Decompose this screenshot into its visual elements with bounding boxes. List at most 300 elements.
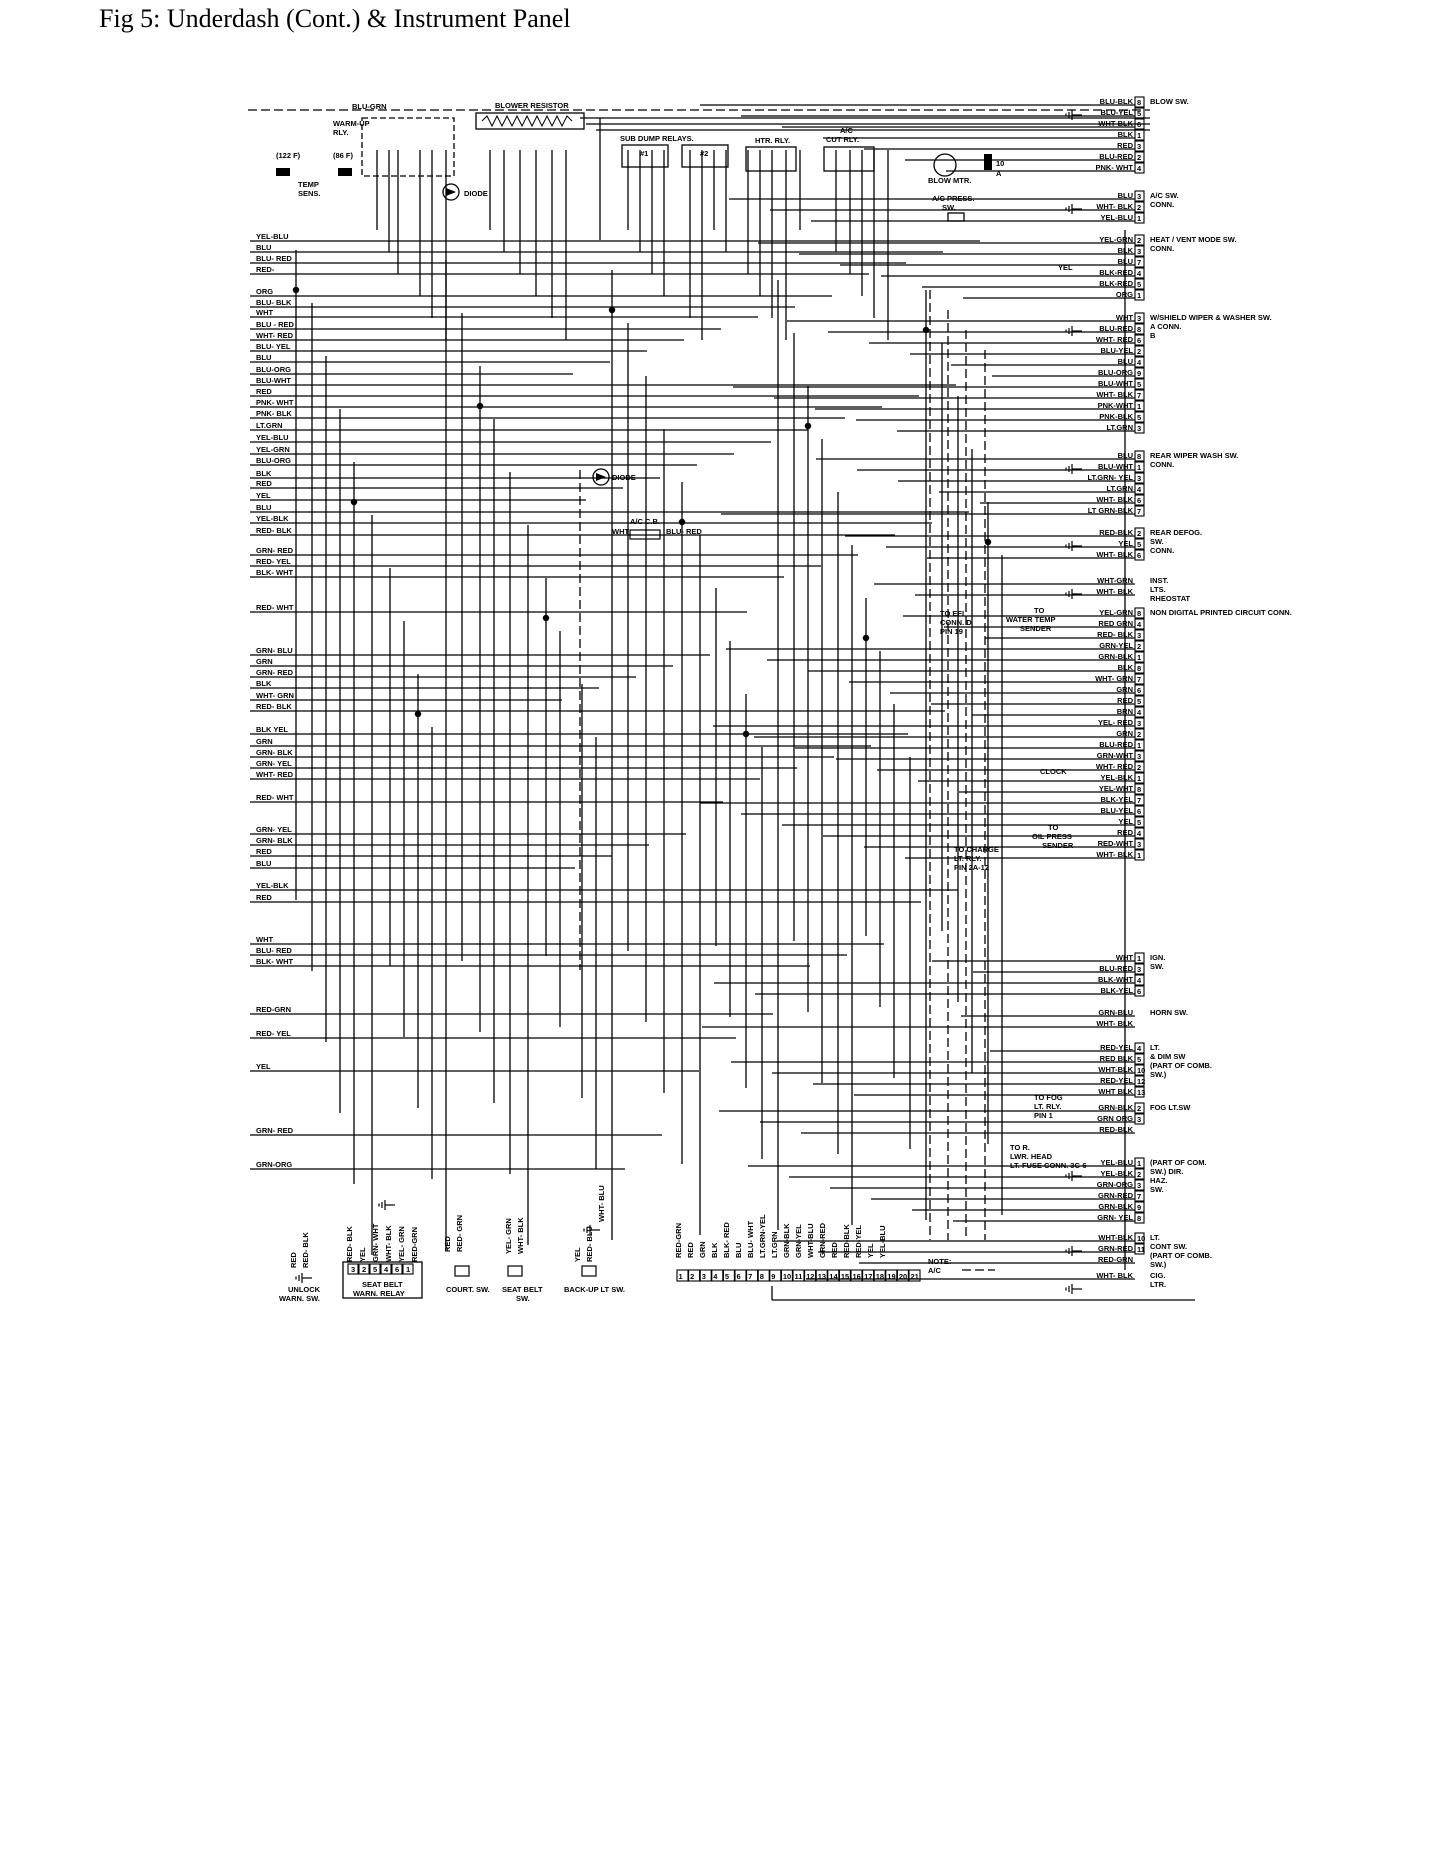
wire-label-left: WHT- RED bbox=[256, 770, 294, 779]
pin-label: 1 bbox=[678, 1272, 683, 1281]
pin-label: 9 bbox=[771, 1272, 776, 1281]
wire-label-left: GRN- BLK bbox=[256, 836, 293, 845]
relay-2-label: #2 bbox=[700, 149, 709, 158]
wire-label-bottom: RED- BLK bbox=[301, 1232, 310, 1268]
unlock-warn-sw-label: WARN. SW. bbox=[279, 1294, 320, 1303]
pin-label: 7 bbox=[1137, 675, 1142, 684]
splice-dot bbox=[543, 615, 548, 620]
wire-label-left: YEL bbox=[256, 1062, 271, 1071]
pin-label: 3 bbox=[1137, 247, 1142, 256]
pin-label: 6 bbox=[395, 1265, 400, 1274]
wire-label-right: WHT- RED bbox=[1095, 335, 1133, 344]
blower-resistor-label: BLOWER RESISTOR bbox=[495, 101, 569, 110]
connector-group bbox=[1098, 953, 1165, 996]
wire-label-right: RED-WHT bbox=[1097, 839, 1133, 848]
wire-label-left: BLU-WHT bbox=[256, 376, 291, 385]
wire-label-right: LT.GRN- YEL bbox=[1087, 473, 1133, 482]
connector-label: LTR. bbox=[1150, 1280, 1167, 1289]
wire-label-right: BLU bbox=[1117, 257, 1133, 266]
wire-label-right: WHT- BLK bbox=[1096, 202, 1133, 211]
pin-label: 19 bbox=[887, 1272, 896, 1281]
wire-label-bottom: WHT-BLU bbox=[806, 1223, 815, 1258]
connector-label: RHEOSTAT bbox=[1150, 594, 1191, 603]
wire-label-right: WHT- BLK bbox=[1096, 1019, 1133, 1028]
note-to-fog: PIN 1 bbox=[1034, 1111, 1053, 1120]
pin-label: 5 bbox=[1137, 280, 1142, 289]
wire-label-bottom: BLU bbox=[734, 1242, 743, 1258]
connector-label: CONN. bbox=[1150, 200, 1175, 209]
pin-label: 2 bbox=[1137, 642, 1142, 651]
wire-label-bottom: GRN-YEL bbox=[794, 1224, 803, 1258]
seat-belt-relay-label: WARN. RELAY bbox=[353, 1289, 405, 1298]
wire-label-right: YEL-GRN bbox=[1099, 235, 1133, 244]
wire-label-right: WHT- BLK bbox=[1096, 850, 1133, 859]
wire-label-right: YEL-WHT bbox=[1098, 784, 1133, 793]
wire-label-right: RED bbox=[1117, 141, 1133, 150]
warm-up-relay-label: RLY. bbox=[333, 128, 349, 137]
connector-group bbox=[1095, 608, 1292, 860]
diode-icon bbox=[596, 473, 606, 481]
wire-label-bottom: YEL bbox=[866, 1243, 875, 1258]
wire-label-bottom: RED-YEL bbox=[854, 1225, 863, 1258]
pin-label: 3 bbox=[1137, 192, 1142, 201]
pin-label: 2 bbox=[1137, 236, 1142, 245]
connector-label: REAR WIPER WASH SW. bbox=[1150, 451, 1239, 460]
pin-label: 5 bbox=[1137, 818, 1142, 827]
wire-label-left: RED bbox=[256, 479, 272, 488]
warm-up-relay-label: WARM-UP bbox=[333, 119, 370, 128]
wire-label-right: YEL bbox=[1118, 817, 1133, 826]
temp-sens-label: SENS. bbox=[298, 189, 321, 198]
wire-label-right: RED-BLK bbox=[1099, 528, 1133, 537]
wire-label-right: GRN-BLU bbox=[1098, 1008, 1133, 1017]
wire-label-bottom: LT.GRN bbox=[770, 1231, 779, 1258]
pin-label: 4 bbox=[1137, 1044, 1142, 1053]
note-to-oil: SENDER bbox=[1042, 841, 1074, 850]
pin-label: 8 bbox=[1137, 785, 1142, 794]
wire-label-left: RED- WHT bbox=[256, 793, 294, 802]
ground-icon bbox=[1066, 1246, 1082, 1256]
connector-label: REAR DEFOG. bbox=[1150, 528, 1203, 537]
wire-label-right: YEL bbox=[1118, 539, 1133, 548]
connector-label: CONN. bbox=[1150, 244, 1175, 253]
connector-label: HORN SW. bbox=[1150, 1008, 1188, 1017]
note-ac-cb: A/C C.B. bbox=[630, 517, 660, 526]
backup-lt-sw-label: BACK-UP LT SW. bbox=[564, 1285, 625, 1294]
wire-label-left: BLK bbox=[256, 469, 272, 478]
wire-label-left: BLU- RED bbox=[256, 946, 292, 955]
wire-label-right: BLK-WHT bbox=[1098, 975, 1133, 984]
pin-label: 7 bbox=[1137, 1192, 1142, 1201]
page-title: Fig 5: Underdash (Cont.) & Instrument Panel bbox=[99, 4, 571, 33]
pin-label: 2 bbox=[690, 1272, 695, 1281]
note-to-fog: LT. RLY. bbox=[1034, 1102, 1062, 1111]
wire-label-left: BLU bbox=[256, 243, 272, 252]
note-clock: CLOCK bbox=[1040, 767, 1067, 776]
pin-label: 8 bbox=[1137, 1214, 1142, 1223]
wire-label-right: WHT- GRN bbox=[1095, 674, 1133, 683]
wire-label-left: WHT- RED bbox=[256, 331, 294, 340]
wire-label-left: GRN- RED bbox=[256, 668, 294, 677]
ac-cut-rly-box bbox=[824, 147, 874, 171]
court-sw-label: COURT. SW. bbox=[446, 1285, 490, 1294]
pin-label: 2 bbox=[1137, 153, 1142, 162]
wire-label-right: YEL-BLU bbox=[1100, 1158, 1133, 1167]
ground-icon bbox=[296, 1273, 312, 1283]
pin-label: 4 bbox=[1137, 358, 1142, 367]
wire-label-right: GRN- YEL bbox=[1097, 1213, 1133, 1222]
note-to-charge: LT. RLY. bbox=[954, 854, 982, 863]
wire-label-right: GRN-WHT bbox=[1096, 751, 1133, 760]
note-ac: NOTE: bbox=[928, 1257, 952, 1266]
wire-label-right: WHT- BLK bbox=[1096, 550, 1133, 559]
pin-label: 16 bbox=[852, 1272, 861, 1281]
ac-press-sw-label: SW. bbox=[942, 203, 956, 212]
wire-label-right: GRN bbox=[1116, 685, 1133, 694]
wire-label-right: RED GRN bbox=[1098, 619, 1133, 628]
wire-label-right: WHT BLK bbox=[1098, 1087, 1133, 1096]
splice-dot bbox=[743, 731, 748, 736]
wire-label-left: GRN- YEL bbox=[256, 759, 292, 768]
pin-label: 1 bbox=[1137, 214, 1142, 223]
wire-label-right: BLU-RED bbox=[1099, 964, 1133, 973]
wire-label-right: WHT bbox=[1115, 313, 1133, 322]
pin-label: 6 bbox=[1137, 120, 1142, 129]
wire-label-right: RED bbox=[1117, 696, 1133, 705]
wire-label-right: BLK bbox=[1117, 130, 1133, 139]
pin-label: 2 bbox=[1137, 730, 1142, 739]
connector-group bbox=[1098, 1043, 1212, 1097]
temp-86-label: (86 F) bbox=[333, 151, 354, 160]
pin-label: 1 bbox=[1137, 463, 1142, 472]
wire-label-left: WHT bbox=[256, 935, 274, 944]
relay-1-label: #1 bbox=[640, 149, 649, 158]
note-ac-cb-wire: BLU- RED bbox=[666, 527, 702, 536]
wire-label-left: WHT bbox=[256, 308, 274, 317]
wire-label-bottom: YEL-BLU bbox=[878, 1225, 887, 1258]
wire-label-right: WHT-BLK bbox=[1098, 1065, 1133, 1074]
wire-label-right: BLU-WHT bbox=[1098, 462, 1133, 471]
wire-label-right: WHT bbox=[1115, 953, 1133, 962]
pin-label: 14 bbox=[829, 1272, 838, 1281]
pin-label: 6 bbox=[736, 1272, 741, 1281]
pin-label: 3 bbox=[1137, 1115, 1142, 1124]
connector-label: CONT SW. bbox=[1150, 1242, 1188, 1251]
connector-label: CONN. bbox=[1150, 546, 1175, 555]
htr-rly-label: HTR. RLY. bbox=[755, 136, 791, 145]
pin-label: 8 bbox=[1137, 452, 1142, 461]
splice-dot bbox=[679, 519, 684, 524]
wire-label-left: LT.GRN bbox=[256, 421, 283, 430]
wire-label-left: GRN- BLU bbox=[256, 646, 293, 655]
pin-label: 3 bbox=[1137, 314, 1142, 323]
wire-label-right: BLU-YEL bbox=[1100, 108, 1133, 117]
pin-label: 5 bbox=[1137, 540, 1142, 549]
wire-label-left: RED- BLK bbox=[256, 702, 292, 711]
pin-label: 13 bbox=[1137, 1088, 1146, 1097]
pin-label: 12 bbox=[806, 1272, 815, 1281]
splice-dot bbox=[985, 539, 990, 544]
pin-label: 1 bbox=[1137, 1159, 1142, 1168]
sub-dump-relays-label: SUB DUMP RELAYS. bbox=[620, 134, 694, 143]
wire-label-bottom: YEL- GRN bbox=[397, 1226, 406, 1262]
wire-label-right: GRN ORG bbox=[1097, 1114, 1133, 1123]
ground-icon bbox=[1066, 464, 1082, 474]
wire-label-left: RED- BLK bbox=[256, 526, 292, 535]
ac-cut-rly-label: CUT RLY. bbox=[826, 135, 860, 144]
pin-label: 2 bbox=[1137, 203, 1142, 212]
wire-label-left: BLK- WHT bbox=[256, 568, 294, 577]
note-to-fog: TO FOG bbox=[1034, 1093, 1063, 1102]
pin-label: 3 bbox=[1137, 752, 1142, 761]
wire-label-bottom: RED bbox=[686, 1242, 695, 1258]
note-to-r-lwr: LT. FUSE CONN. 3C-6 bbox=[1010, 1161, 1087, 1170]
wire-label-left: GRN- YEL bbox=[256, 825, 292, 834]
pin-label: 2 bbox=[1137, 763, 1142, 772]
pin-label: 7 bbox=[1137, 796, 1142, 805]
wire-label-right: WHT-BLK bbox=[1098, 119, 1133, 128]
wire-label-right: BLU-RED bbox=[1099, 152, 1133, 161]
pin-label: 13 bbox=[817, 1272, 827, 1281]
resistor-zigzag bbox=[482, 116, 572, 126]
annotations bbox=[593, 263, 1087, 1275]
wire-label-right: BLK-RED bbox=[1099, 268, 1133, 277]
pin-label: 2 bbox=[362, 1265, 367, 1274]
wire-label-right: GRN bbox=[1116, 729, 1133, 738]
wire-label-right: BRN bbox=[1116, 707, 1133, 716]
wire-label-right: RED- BLK bbox=[1097, 630, 1133, 639]
connector-group bbox=[1066, 191, 1179, 223]
pin-label: 10 bbox=[1137, 1234, 1146, 1243]
wire-label-bottom: WHT- BLU bbox=[597, 1185, 606, 1222]
connector-group bbox=[1066, 451, 1238, 516]
wire-label-right: GRN-BLK bbox=[1098, 1103, 1133, 1112]
wire-label-left: BLK- WHT bbox=[256, 957, 294, 966]
pin-label: 7 bbox=[1137, 391, 1142, 400]
wire-label-left: BLU bbox=[256, 353, 272, 362]
ground-icon bbox=[1066, 1171, 1082, 1181]
connector-label: (PART OF COMB. bbox=[1150, 1061, 1212, 1070]
splice-dot bbox=[863, 635, 868, 640]
wire-label-bottom: GRN- WHT bbox=[371, 1223, 380, 1262]
connector-group bbox=[1066, 1271, 1166, 1294]
connector-label: SW. bbox=[1150, 1185, 1164, 1194]
pin-label: 3 bbox=[1137, 142, 1142, 151]
wire-label-mid: YEL bbox=[1058, 263, 1073, 272]
wire-label-right: ORG bbox=[1115, 290, 1133, 299]
connector-label: LT. bbox=[1150, 1043, 1160, 1052]
connector-group bbox=[1066, 528, 1202, 560]
connector-label: BLOW SW. bbox=[1150, 97, 1189, 106]
note-to-efi: PIN 19 bbox=[940, 627, 963, 636]
connector-label: HAZ. bbox=[1150, 1176, 1168, 1185]
temp-sens-label: TEMP bbox=[298, 180, 319, 189]
pin-label: 3 bbox=[1137, 1181, 1142, 1190]
wire-label-right: LT.GRN bbox=[1106, 423, 1133, 432]
wire-label-left: GRN- BLK bbox=[256, 748, 293, 757]
wire-label-left: BLU- BLK bbox=[256, 298, 292, 307]
pin-label: 4 bbox=[384, 1265, 389, 1274]
wire-label-bottom: RED bbox=[830, 1242, 839, 1258]
temp-sensor-icon bbox=[276, 168, 290, 176]
wire-label-left: BLK YEL bbox=[256, 725, 288, 734]
wire-label-bottom: GRN-BLK bbox=[782, 1223, 791, 1258]
wire-label-right: BLU bbox=[1117, 191, 1133, 200]
connector-label: B bbox=[1150, 331, 1156, 340]
pin-label: 6 bbox=[1137, 807, 1142, 816]
pin-label: 3 bbox=[1137, 631, 1142, 640]
pin-label: 1 bbox=[406, 1265, 411, 1274]
pin-label: 4 bbox=[713, 1272, 718, 1281]
pin-label: 4 bbox=[1137, 620, 1142, 629]
connector-label: LT. bbox=[1150, 1233, 1160, 1242]
note-ac-cb-wire: WHT bbox=[612, 527, 630, 536]
wire-label-right: RED-YEL bbox=[1100, 1043, 1133, 1052]
pin-label: 1 bbox=[1137, 851, 1142, 860]
wire-label-right: GRN-RED bbox=[1098, 1244, 1133, 1253]
connector-label: CIG. bbox=[1150, 1271, 1166, 1280]
wire-label-left: WHT- GRN bbox=[256, 691, 294, 700]
right-connectors bbox=[1066, 97, 1292, 1294]
wire-label-right: GRN-RED bbox=[1098, 1191, 1133, 1200]
splice-dot bbox=[805, 423, 810, 428]
note-to-charge: TO CHARGE bbox=[954, 845, 999, 854]
wire-label-left: BLU- RED bbox=[256, 254, 292, 263]
wire-label-right: WHT- BLK bbox=[1096, 390, 1133, 399]
pin-label: 7 bbox=[1137, 258, 1142, 267]
pin-label: 6 bbox=[1137, 336, 1142, 345]
wire-label-right: WHT-GRN bbox=[1097, 576, 1133, 585]
pin-label: 10 bbox=[1137, 1066, 1146, 1075]
wire-label-right: BLU bbox=[1117, 357, 1133, 366]
wire-label-right: BLK-RED bbox=[1099, 279, 1133, 288]
fuse-label: 10 bbox=[996, 159, 1005, 168]
wire-label-left: GRN bbox=[256, 737, 273, 746]
wire-label-left: GRN bbox=[256, 657, 273, 666]
pin-label: 5 bbox=[373, 1265, 378, 1274]
wire-label-bottom: GRN bbox=[698, 1241, 707, 1258]
splice-dot bbox=[609, 307, 614, 312]
ground-icon bbox=[1066, 541, 1082, 551]
wire-label-top: BLU-GRN bbox=[352, 102, 387, 111]
wire-label-right: BLU-ORG bbox=[1098, 368, 1133, 377]
connector-label: INST. bbox=[1150, 576, 1169, 585]
pin-label: 1 bbox=[1137, 653, 1142, 662]
wire-label-bottom: RED- BLK bbox=[345, 1226, 354, 1262]
wire-label-bottom: RED-BLK bbox=[842, 1224, 851, 1258]
wire-label-bottom: RED bbox=[443, 1236, 452, 1252]
wire-label-right: WHT- BLK bbox=[1096, 1271, 1133, 1280]
seat-belt-sw-icon bbox=[508, 1266, 522, 1276]
pin-label: 8 bbox=[1137, 664, 1142, 673]
connector-label: NON DIGITAL PRINTED CIRCUIT CONN. bbox=[1150, 608, 1292, 617]
ground-icon bbox=[1066, 204, 1082, 214]
wire-label-bottom: RED-GRN bbox=[410, 1227, 419, 1262]
pin-label: 20 bbox=[898, 1272, 908, 1281]
wire-label-left: PNK- WHT bbox=[256, 398, 294, 407]
pin-label: 1 bbox=[1137, 402, 1142, 411]
wire-label-left: YEL-BLK bbox=[256, 881, 289, 890]
wire-label-left: GRN-ORG bbox=[256, 1160, 293, 1169]
wire-label-right: RED-YEL bbox=[1100, 1076, 1133, 1085]
connector-group bbox=[1096, 1008, 1188, 1028]
wire-label-right: WHT- BLK bbox=[1096, 495, 1133, 504]
pin-label: 12 bbox=[1137, 1077, 1146, 1086]
pin-label: 2 bbox=[1137, 529, 1142, 538]
diode-icon bbox=[446, 188, 456, 196]
pin-label: 5 bbox=[1137, 1055, 1142, 1064]
fuse-label: A bbox=[996, 169, 1002, 178]
wire-label-right: YEL-BLK bbox=[1100, 1169, 1133, 1178]
wire-label-right: BLU bbox=[1117, 451, 1133, 460]
blow-mtr-label: BLOW MTR. bbox=[928, 176, 972, 185]
temp-sensor-icon bbox=[338, 168, 352, 176]
wire-label-left: RED- YEL bbox=[256, 1029, 291, 1038]
connector-group bbox=[1066, 576, 1191, 603]
wire-label-bottom: BLK- RED bbox=[722, 1222, 731, 1258]
temp-122-label: (122 F) bbox=[276, 151, 301, 160]
splice-dot bbox=[293, 287, 298, 292]
ac-press-switch-icon bbox=[948, 213, 964, 221]
connector-label: W/SHIELD WIPER & WASHER SW. bbox=[1150, 313, 1272, 322]
wire-label-left: YEL-BLU bbox=[256, 232, 289, 241]
diode-label: DIODE bbox=[464, 189, 488, 198]
connector-label: CONN. bbox=[1150, 460, 1175, 469]
seat-belt-sw-label: SW. bbox=[516, 1294, 530, 1303]
pin-label: 2 bbox=[1137, 347, 1142, 356]
note-to-charge: PIN 2A-12 bbox=[954, 863, 990, 872]
pin-label: 4 bbox=[1137, 976, 1142, 985]
note-to-water: TO bbox=[1034, 606, 1045, 615]
splice-dot bbox=[477, 403, 482, 408]
connector-group bbox=[1066, 313, 1272, 433]
note-to-oil: OIL PRESS bbox=[1032, 832, 1072, 841]
wire-label-right: BLU-YEL bbox=[1100, 346, 1133, 355]
wire-label-bottom: RED- GRN bbox=[455, 1214, 464, 1252]
pin-label: 5 bbox=[724, 1272, 730, 1281]
wire-label-left: BLK bbox=[256, 679, 272, 688]
wire-label-left: YEL bbox=[256, 491, 271, 500]
wire-label-right: RED-BLK bbox=[1099, 1125, 1133, 1134]
note-to-efi: TO EFI bbox=[940, 609, 965, 618]
note-to-efi: CONN. D bbox=[940, 618, 972, 627]
pin-label: 5 bbox=[1137, 697, 1142, 706]
wire-label-left: ORG bbox=[256, 287, 274, 296]
wire-label-right: LT GRN-BLK bbox=[1087, 506, 1133, 515]
wire-label-right: BLU-WHT bbox=[1098, 379, 1133, 388]
pin-label: 11 bbox=[794, 1272, 803, 1281]
wire-label-left: YEL-GRN bbox=[256, 445, 290, 454]
wire-label-right: BLK bbox=[1117, 246, 1133, 255]
splice-dot bbox=[415, 711, 420, 716]
pin-label: 3 bbox=[1137, 474, 1142, 483]
pin-label: 1 bbox=[1137, 291, 1142, 300]
wire-label-right: WHT- RED bbox=[1095, 762, 1133, 771]
wire-label-bottom: RED- BLU bbox=[585, 1226, 594, 1262]
splice-dot bbox=[351, 499, 356, 504]
wire-label-left: BLU bbox=[256, 503, 272, 512]
wire-label-right: BLK bbox=[1117, 663, 1133, 672]
wire-label-bottom: WHT- BLK bbox=[384, 1225, 393, 1262]
pin-label: 8 bbox=[1137, 98, 1142, 107]
wire-label-bottom: YEL bbox=[358, 1247, 367, 1262]
diode-label: DIODE bbox=[612, 473, 636, 482]
wire-label-left: RED- WHT bbox=[256, 603, 294, 612]
wire-lines bbox=[248, 105, 1195, 1300]
wire-label-right: GRN-BLK bbox=[1098, 652, 1133, 661]
wire-label-right: BLU-YEL bbox=[1100, 806, 1133, 815]
wire-label-right: RED bbox=[1117, 828, 1133, 837]
